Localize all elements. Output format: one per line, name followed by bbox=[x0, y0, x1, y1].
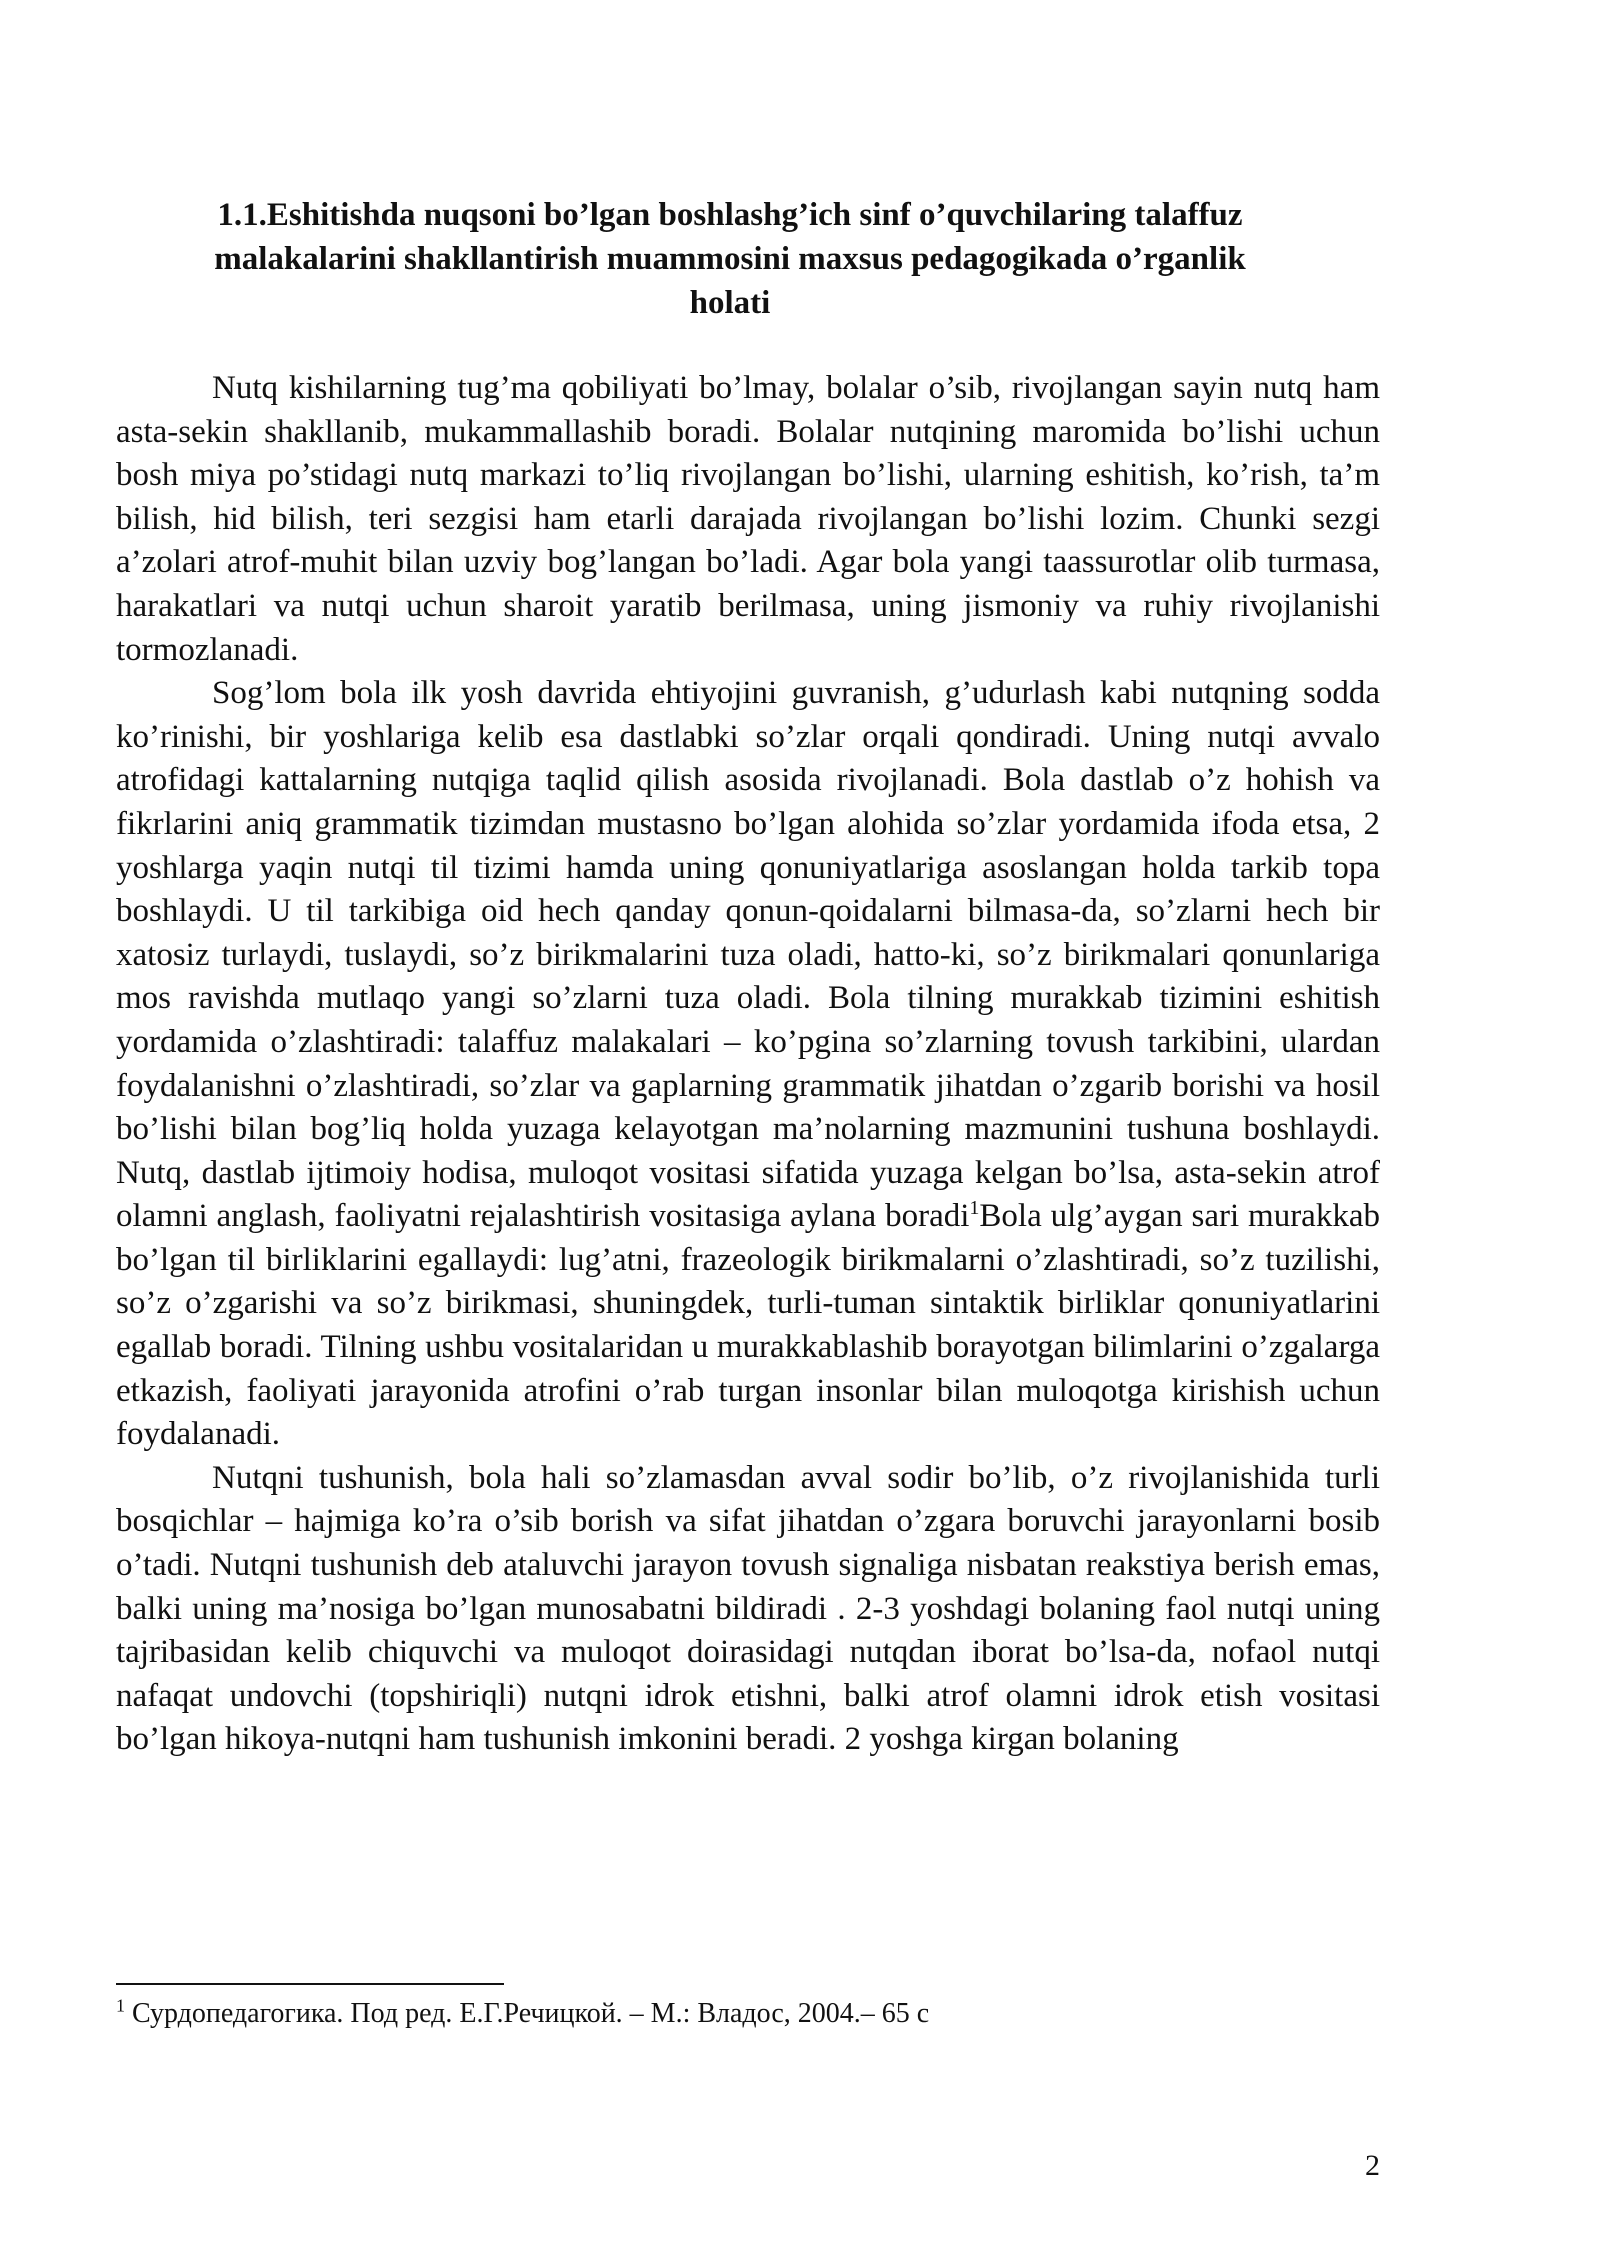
paragraph-2 bbox=[116, 672, 1380, 1457]
heading-line-3: holati bbox=[689, 285, 771, 321]
paragraph-3: Nutqni tushunish, bola hali so’zlamasdan avval sodir bo’lib, o’z rivojlanishida turli bosqichlar – hajmiga ko’ra o’sib borish va sifat jihatdan o’zgara boruvchi jarayonlarni bosib o’tadi. Nutqni tushunish deb ataluvchi jarayon tovush signaliga nisbatan reakstiya berish emas, balki uning ma’nosiga bo’lgan munosabatni bildiradi . 2-3 yoshdagi bolaning faol nutqi uning tajribasidan kelib chiquvchi va muloqot doirasidagi nutqdan iborat bo’lsa-da, nofaol nutqi nafaqat undovchi (topshiriqli) nutqni idrok etishni, balki atrof olamni idrok etish vositasi bo’lgan hikoya-nutqni ham tushunish imkonini beradi. 2 yoshga kirgan bolaning bbox=[116, 1459, 1380, 1758]
paragraph-2-text-before: Sog’lom bola ilk yosh davrida ehtiyojini guvranish, g’udurlash kabi nutqning sodda ko’rinishi, bir yoshlariga kelib esa dastlabki so’zlar orqali qondiradi. Uning nutqi avvalo atrofidagi kattalarning nutqiga taqlid qilish asosida rivojlanadi. Bola dastlab o’z hohish va fikrlarini aniq grammatik tizimdan mustasno bo’lgan alohida so’zlar yordamida ifoda etsa, 2 yoshlarga yaqin nutqi til tizimi hamda uning qonuniyatlariga asoslangan holda tarkib topa boshlaydi. U til tarkibiga oid hech qanday qonun-qoidalarni bilmasa-da, so’zlarni hech bir xatosiz turlaydi, tuslaydi, so’z birikmalarini tuza oladi, hatto-ki, so’z birikmalari qonunlariga mos ravishda mutlaqo yangi so’zlarni tuza oladi. Bola tilning murakkab tizimini eshitish yordamida o’zlashtiradi: talaffuz malakalari – ko’pgina so’zlarning tovush tarkibini, ulardan foydalanishni o’zlashtiradi, so’zlar va gaplarning grammatik jihatdan o’zgarib borishi va hosil bo’lishi bilan bog’liq holda yuzaga kelayotgan ma’nolarning mazmunini tushuna boshlaydi. Nutq, dastlab ijtimoiy hodisa, muloqot vositasi sifatida yuzaga kelgan bo’lsa, asta-sekin atrof olamni anglash, faoliyatni rejalashtirish vositasiga aylana boradi bbox=[116, 675, 1380, 1235]
footnote-separator bbox=[116, 1983, 504, 1985]
paragraph-1: Nutq kishilarning tug’ma qobiliyati bo’lmay, bolalar o’sib, rivojlangan sayin nutq ham asta-sekin shakllanib, mukammallashib boradi. Bolalar nutqining maromida bo’lishi uchun bosh miya po’stidagi nutq markazi to’liq rivojlangan bo’lishi, ularning eshitish, ko’rish, ta’m bilish, hid bilish, teri sezgisi ham etarli darajada rivojlangan bo’lishi lozim. Chunki sezgi a’zolari atrof-muhit bilan uzviy bog’langan bo’ladi. Agar bola yangi taassurotlar olib turmasa, harakatlari va nutqi uchun sharoit yaratib berilmasa, uning jismoniy va ruhiy rivojlanishi tormozlanadi. bbox=[116, 370, 1380, 668]
heading-line-1: 1.1.Eshitishda nuqsoni bo’lgan boshlashg’ich sinf o’quvchilaring talaffuz bbox=[217, 197, 1243, 233]
footnote-reference[interactable]: 1 bbox=[969, 1197, 980, 1220]
body-text bbox=[116, 367, 1380, 1762]
footnote-text: Сурдопедагогика. Под ред. Е.Г.Речицкой. – М.: Владос, 2004.– 65 с bbox=[132, 1998, 930, 2029]
heading-line-2: malakalarini shakllantirish muammosini maxsus pedagogikada o’rganlik bbox=[214, 241, 1246, 277]
paragraph-2-text-after: Bola ulg’aygan sari murakkab bo’lgan til birliklarini egallaydi: lug’atni, frazeologik birikmalarni o’zlashtiradi, so’z tuzilishi, so’z o’zgarishi va so’z birikmasi, shuningdek, turli-tuman sintaktik birliklar qonuniyatlarini egallab boradi. Tilning ushbu vositalaridan u murakkablashib borayotgan bilimlarini o’zgalarga etkazish, faoliyati jarayonida atrofini o’rab turgan insonlar bilan muloqotga kirishish uchun foydalanadi. bbox=[116, 1198, 1380, 1453]
footnote-number: 1 bbox=[116, 1995, 125, 2016]
section-heading bbox=[180, 193, 1280, 325]
footnote bbox=[116, 1996, 1380, 2032]
page-number: 2 bbox=[1365, 2149, 1380, 2182]
